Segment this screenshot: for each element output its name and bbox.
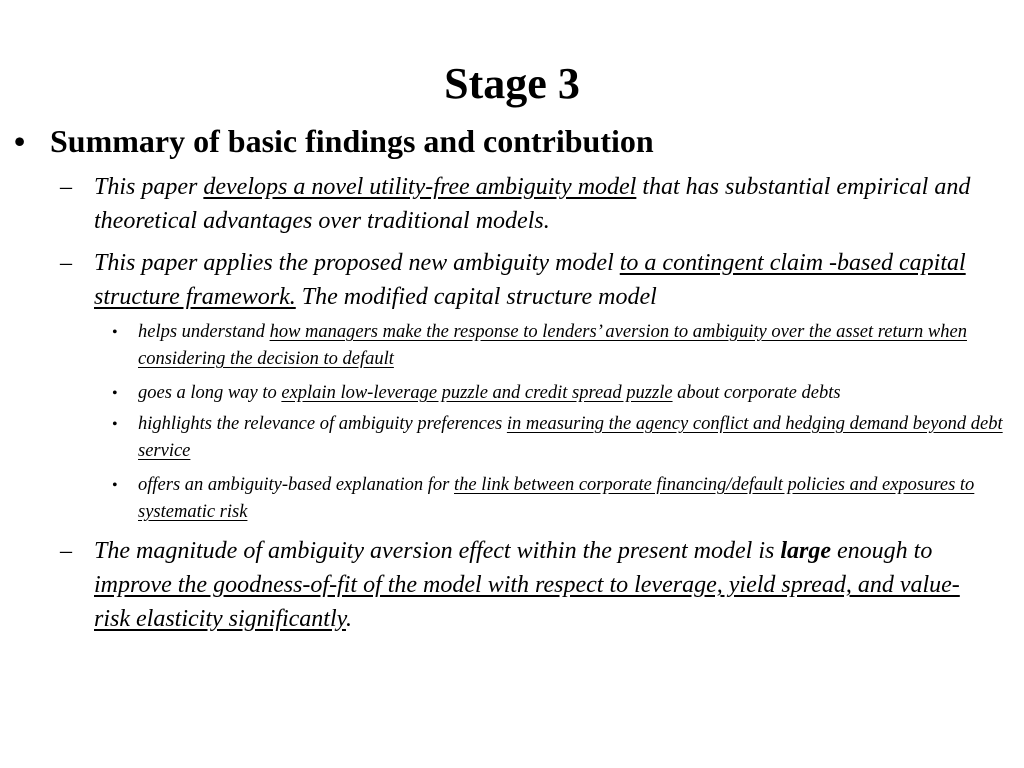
dot-marker: •: [112, 324, 118, 341]
text-segment: The modified capital structure model: [295, 284, 657, 310]
underlined-phrase: to a contingent claim -based capital structure framework.: [94, 250, 966, 310]
text-segment: that has substantial empirical and theoretical advantages over traditional models.: [94, 174, 971, 234]
underlined-phrase: improve the goodness-of-fit of the model with respect to leverage, yield spread, and value-risk elasticity significantly: [94, 572, 960, 632]
underlined-phrase: the link between corporate financing/default policies and exposures to systematic risk: [138, 475, 975, 522]
slide-title: Stage 3: [444, 59, 580, 108]
dash-marker: –: [60, 250, 72, 276]
text-segment: highlights the relevance of ambiguity preferences: [138, 414, 507, 434]
dash-marker: –: [60, 174, 72, 200]
sub-sub-bullet-1-text: [138, 319, 1018, 373]
text-segment: The magnitude of ambiguity aversion effect within the present model is: [94, 538, 781, 564]
underlined-phrase: develops a novel utility-free ambiguity model: [203, 174, 637, 200]
sub-sub-bullet-2-text: [138, 380, 1018, 407]
dot-marker: •: [112, 385, 118, 402]
sub-bullet-3-text: [94, 534, 994, 636]
text-segment: enough to: [831, 538, 933, 564]
text-segment: This paper applies the proposed new ambiguity model: [94, 250, 620, 276]
dot-marker: •: [112, 416, 118, 433]
dot-marker: •: [112, 477, 118, 494]
sub-sub-bullet-4-text: [138, 472, 1018, 526]
text-segment: This paper: [94, 174, 204, 200]
bold-emphasis: large: [780, 538, 832, 564]
sub-bullet-2-text: [94, 246, 994, 314]
text-segment: offers an ambiguity-based explanation for: [138, 475, 455, 495]
bullet-marker: •: [14, 123, 26, 159]
dash-marker: –: [60, 538, 72, 564]
text-segment: goes a long way to: [138, 383, 282, 403]
underlined-phrase: in measuring the agency conflict and hedging demand beyond debt service: [138, 414, 1003, 461]
underlined-phrase: how managers make the response to lenders’ aversion to ambiguity over the asset return when considering the decision to default: [138, 322, 967, 369]
text-segment: about corporate debts: [672, 383, 841, 403]
text-segment: .: [345, 606, 352, 632]
text-segment: helps understand: [138, 322, 270, 342]
sub-bullet-1-text: [94, 170, 994, 238]
underlined-phrase: explain low-leverage puzzle and credit spread puzzle: [281, 383, 673, 403]
main-bullet-text: Summary of basic findings and contribution: [50, 123, 654, 159]
sub-sub-bullet-3-text: [138, 411, 1018, 465]
